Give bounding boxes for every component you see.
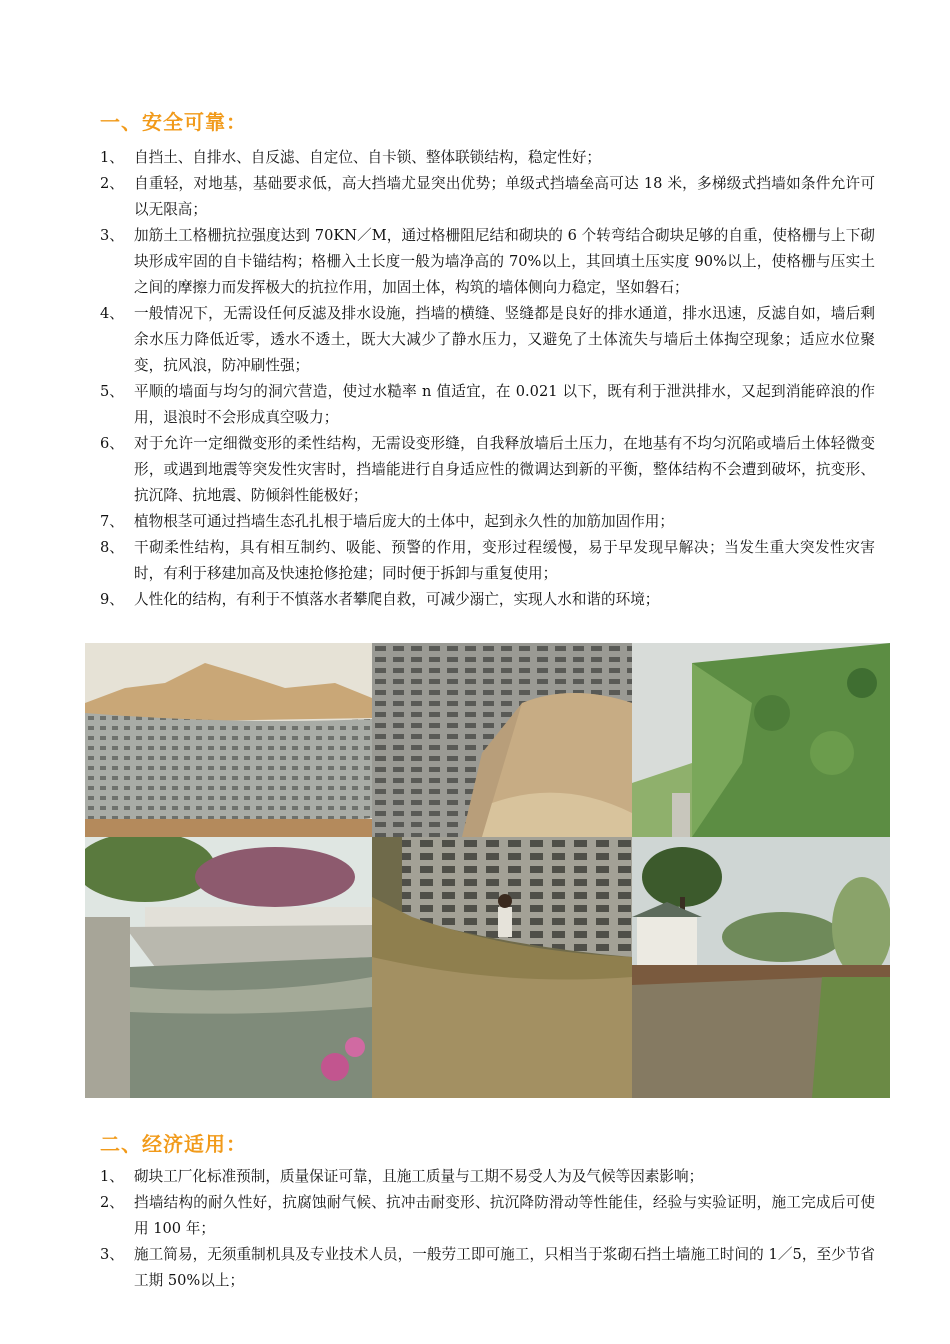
section-2-list [100,1164,875,1294]
item-text: 植物根茎可通过挡墙生态孔扎根于墙后庞大的土体中，起到永久性的加筋加固作用； [134,513,674,530]
item-number: 3、 [100,1246,124,1263]
item-text: 施工简易，无须重制机具及专业技术人员，一般劳工即可施工，只相当于浆砌石挡土墙施工时间的 1／5，至少节省工期 50%以上； [134,1246,875,1289]
section-1-title: 一、安全可靠： [100,110,247,134]
item-text: 加筋土工格栅抗拉强度达到 70KN／M，通过格栅阻尼结和砌块的 6 个转弯结合砌块足够的自重，使格栅与上下砌块形成牢固的自卡锚结构；格栅入土长度一般为墙净高的 70%以上，其回填土压实度 90%以上，使格栅与压实土之间的摩擦力而发挥极大的抗拉作用，加固土体，构筑的墙体侧向力稳定，坚如磐石； [134,227,875,296]
list-item [100,1242,875,1294]
item-text: 自挡土、自排水、自反滤、自定位、自卡锁、整体联锁结构，稳定性好； [134,149,602,166]
item-text: 干砌柔性结构，具有相互制约、吸能、预警的作用，变形过程缓慢，易于早发现早解决；当发生重大突发性灾害时，有利于移建加高及快速抢修抢建；同时便于拆卸与重复使用； [134,539,875,582]
list-item [100,379,875,431]
item-number: 7、 [100,513,124,530]
item-text: 挡墙结构的耐久性好，抗腐蚀耐气候、抗冲击耐变形、抗沉降防滑动等性能佳，经验与实验证明，施工完成后可使用 100 年； [134,1194,875,1237]
item-number: 1、 [100,149,124,166]
list-item [100,1164,875,1190]
item-number: 1、 [100,1168,124,1185]
section-1-list [100,145,875,613]
list-item [100,509,875,535]
wall-in-water-photo [372,837,632,1098]
item-number: 5、 [100,383,124,400]
item-number: 2、 [100,175,124,192]
item-number: 3、 [100,227,124,244]
village-river-photo [632,837,890,1098]
item-number: 6、 [100,435,124,452]
list-item [100,171,875,223]
river-bank-wall-photo [85,837,372,1098]
vegetated-wall-photo [632,643,890,837]
item-text: 人性化的结构，有利于不慎落水者攀爬自救，可减少溺亡，实现人水和谐的环境； [134,591,660,608]
block-wall-construction-photo [85,643,372,837]
curved-block-wall-photo [372,643,632,837]
item-text: 平顺的墙面与均匀的洞穴营造，使过水糙率 n 值适宜，在 0.021 以下，既有利于泄洪排水，又起到消能碎浪的作用，退浪时不会形成真空吸力； [134,383,875,426]
list-item [100,431,875,509]
photo-grid [85,643,890,1098]
list-item [100,145,875,171]
list-item [100,1190,875,1242]
item-text: 砌块工厂化标准预制，质量保证可靠，且施工质量与工期不易受人为及气候等因素影响； [134,1168,704,1185]
list-item [100,535,875,587]
item-number: 8、 [100,539,124,556]
item-number: 2、 [100,1194,124,1211]
section-2-title: 二、经济适用： [100,1132,247,1156]
list-item [100,301,875,379]
item-text: 一般情况下，无需设任何反滤及排水设施，挡墙的横缝、竖缝都是良好的排水通道，排水迅速，反滤自如，墙后剩余水压力降低近零，透水不透土，既大大减少了静水压力，又避免了土体流失与墙后土体掏空现象；适应水位聚变，抗风浪，防冲刷性强； [134,305,875,374]
list-item [100,587,875,613]
item-number: 9、 [100,591,124,608]
item-text: 自重轻，对地基，基础要求低，高大挡墙尤显突出优势；单级式挡墙垒高可达 18 米，多梯级式挡墙如条件允许可以无限高； [134,175,875,218]
list-item [100,223,875,301]
item-number: 4、 [100,305,124,322]
item-text: 对于允许一定细微变形的柔性结构，无需设变形缝，自我释放墙后土压力，在地基有不均匀沉陷或墙后土体轻微变形，或遇到地震等突发性灾害时，挡墙能进行自身适应性的微调达到新的平衡，整体结构不会遭到破坏，抗变形、抗沉降、抗地震、防倾斜性能极好； [134,435,875,504]
